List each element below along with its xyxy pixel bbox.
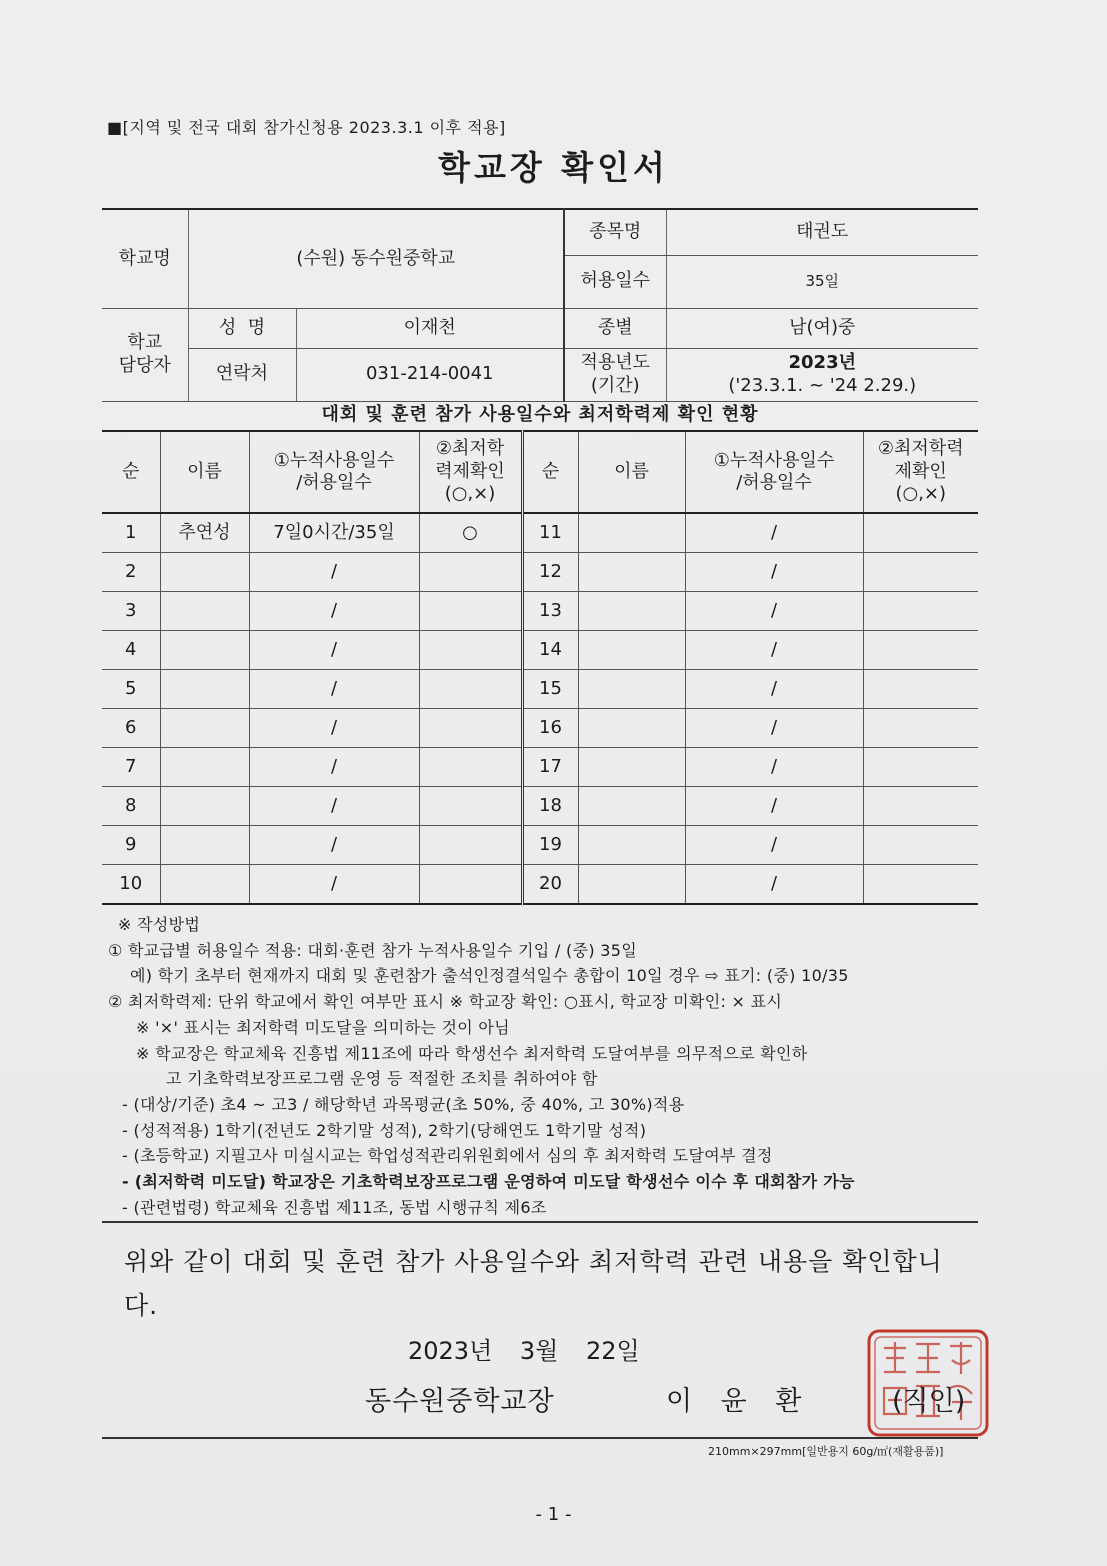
row-number: 12 <box>522 553 578 592</box>
used-days: / <box>685 865 863 905</box>
used-days: / <box>249 553 419 592</box>
used-days: / <box>249 787 419 826</box>
student-name <box>578 748 685 787</box>
academic-check <box>863 865 978 905</box>
manager-name-value: 이재천 <box>296 308 564 348</box>
instruction-line: - (초등학교) 지필고사 미실시교는 학업성적관리위원회에서 심의 후 최저학력 도달여부 결정 <box>122 1146 773 1166</box>
row-number: 1 <box>102 513 160 553</box>
status-table <box>102 430 978 905</box>
info-table <box>102 208 978 402</box>
table-row <box>102 748 978 787</box>
student-name: 추연성 <box>160 513 249 553</box>
header-check-left: ②최저학 력제확인 (○,×) <box>419 431 522 513</box>
document-title: 학교장 확인서 <box>438 148 669 187</box>
instruction-line: - (최저학력 미도달) 학교장은 기초학력보장프로그램 운영하여 미도달 학생선수 이수 후 대회참가 가능 <box>122 1172 855 1192</box>
page-number: - 1 - <box>535 1504 572 1525</box>
student-name <box>160 709 249 748</box>
row-number: 2 <box>102 553 160 592</box>
student-name <box>160 631 249 670</box>
instruction-line: - (대상/기준) 초4 ~ 고3 / 해당학년 과목평균(초 50%, 중 40%, 고 30%)적용 <box>122 1094 685 1114</box>
academic-check <box>863 670 978 709</box>
instruction-line: 고 기초학력보장프로그램 운영 등 적절한 조치를 취하여야 함 <box>166 1069 598 1089</box>
footer-divider <box>102 1437 978 1439</box>
row-number: 17 <box>522 748 578 787</box>
academic-check <box>419 709 522 748</box>
instruction-line: ※ 학교장은 학교체육 진흥법 제11조에 따라 학생선수 최저학력 도달여부를 의무적으로 확인하 <box>136 1043 808 1063</box>
section-title: 대회 및 훈련 참가 사용일수와 최저학력제 확인 현황 <box>321 404 759 425</box>
student-name <box>578 865 685 905</box>
student-name <box>578 631 685 670</box>
confirmation-date: 2023년 3월 22일 <box>408 1337 640 1365</box>
academic-check <box>863 553 978 592</box>
row-number: 7 <box>102 748 160 787</box>
sport-label: 종목명 <box>564 209 666 255</box>
used-days: / <box>685 787 863 826</box>
table-row <box>102 592 978 631</box>
student-name <box>578 553 685 592</box>
academic-check <box>419 787 522 826</box>
school-name-value: (수원) 동수원중학교 <box>188 209 564 308</box>
instruction-line: ② 최저학력제: 단위 학교에서 확인 여부만 표시 ※ 학교장 확인: ○표시, 학교장 미확인: × 표시 <box>108 992 783 1012</box>
applied-year-value: 2023년 <box>788 352 856 373</box>
student-name <box>160 787 249 826</box>
allowed-days-value: 35일 <box>666 255 978 308</box>
instruction-line: - (성적적용) 1학기(전년도 2학기말 성적), 2학기(당해연도 1학기말 성적) <box>122 1120 647 1140</box>
table-row <box>102 826 978 865</box>
contact-label: 연락처 <box>188 348 296 401</box>
table-row <box>102 631 978 670</box>
used-days: / <box>685 826 863 865</box>
academic-check <box>419 670 522 709</box>
student-name <box>160 670 249 709</box>
academic-check <box>863 631 978 670</box>
contact-value: 031-214-0041 <box>296 348 564 401</box>
used-days: / <box>249 670 419 709</box>
header-name-left: 이름 <box>160 431 249 513</box>
academic-check: ○ <box>419 513 522 553</box>
academic-check <box>419 826 522 865</box>
table-row <box>102 513 978 553</box>
used-days: / <box>685 592 863 631</box>
header-no-right: 순 <box>522 431 578 513</box>
sport-value: 태권도 <box>666 209 978 255</box>
principal-title: 동수원중학교장 <box>365 1386 555 1417</box>
academic-check <box>419 748 522 787</box>
academic-check <box>419 553 522 592</box>
row-number: 8 <box>102 787 160 826</box>
table-row <box>102 670 978 709</box>
student-name <box>578 513 685 553</box>
gender-label: 종별 <box>564 308 666 348</box>
row-number: 16 <box>522 709 578 748</box>
row-number: 6 <box>102 709 160 748</box>
row-number: 9 <box>102 826 160 865</box>
applied-period: ('23.3.1. ~ '24 2.29.) <box>728 374 917 396</box>
row-number: 4 <box>102 631 160 670</box>
school-manager-label: 학교 담당자 <box>102 308 188 401</box>
header-name-right: 이름 <box>578 431 685 513</box>
student-name <box>578 826 685 865</box>
row-number: 18 <box>522 787 578 826</box>
student-name <box>578 592 685 631</box>
academic-check <box>863 748 978 787</box>
row-number: 13 <box>522 592 578 631</box>
instruction-line: ※ '×' 표시는 최저학력 미도달을 의미하는 것이 아님 <box>136 1017 510 1037</box>
student-name <box>160 748 249 787</box>
row-number: 5 <box>102 670 160 709</box>
academic-check <box>863 592 978 631</box>
instructions <box>108 912 988 1220</box>
manager-name-label: 성 명 <box>188 308 296 348</box>
academic-check <box>863 787 978 826</box>
used-days: / <box>685 709 863 748</box>
used-days: / <box>685 553 863 592</box>
row-number: 19 <box>522 826 578 865</box>
principal-name: 이 윤 환 <box>666 1386 812 1417</box>
student-name <box>160 553 249 592</box>
used-days: / <box>249 748 419 787</box>
applied-year-cell <box>666 348 978 401</box>
row-number: 11 <box>522 513 578 553</box>
school-name-label: 학교명 <box>102 209 188 308</box>
allowed-days-label: 허용일수 <box>564 255 666 308</box>
instruction-line: ① 학교급별 허용일수 적용: 대회·훈련 참가 누적사용일수 기입 / (중) 35일 <box>108 940 637 960</box>
used-days: / <box>249 826 419 865</box>
student-name <box>160 826 249 865</box>
academic-check <box>863 513 978 553</box>
used-days: / <box>685 631 863 670</box>
used-days: / <box>249 631 419 670</box>
used-days: / <box>249 592 419 631</box>
header-days-left: ①누적사용일수 /허용일수 <box>249 431 419 513</box>
used-days: / <box>249 865 419 905</box>
instructions-heading: ※ 작성방법 <box>118 915 201 934</box>
used-days: / <box>249 709 419 748</box>
divider-line <box>102 1221 978 1223</box>
instruction-line: 예) 학기 초부터 현재까지 대회 및 훈련참가 출석인정결석일수 총합이 10일 경우 ⇨ 표기: (중) 10/35 <box>130 966 849 986</box>
row-number: 20 <box>522 865 578 905</box>
academic-check <box>419 592 522 631</box>
academic-check <box>419 631 522 670</box>
form-category: ■[지역 및 전국 대회 참가신청용 2023.3.1 이후 적용] <box>107 118 506 137</box>
row-number: 14 <box>522 631 578 670</box>
academic-check <box>863 709 978 748</box>
row-number: 15 <box>522 670 578 709</box>
table-row <box>102 787 978 826</box>
applied-year-label: 적용년도 (기간) <box>564 348 666 401</box>
table-row <box>102 865 978 905</box>
confirmation-text: 위와 같이 대회 및 훈련 참가 사용일수와 최저학력 관련 내용을 확인합니다. <box>124 1247 943 1320</box>
used-days: 7일0시간/35일 <box>249 513 419 553</box>
student-name <box>578 787 685 826</box>
table-row <box>102 709 978 748</box>
table-row <box>102 553 978 592</box>
student-name <box>160 592 249 631</box>
row-number: 3 <box>102 592 160 631</box>
header-no-left: 순 <box>102 431 160 513</box>
paper-spec: 210mm×297mm[일반용지 60g/㎡(재활용품)] <box>708 1445 944 1458</box>
student-name <box>578 709 685 748</box>
used-days: / <box>685 670 863 709</box>
header-check-right: ②최저학력 제확인 (○,×) <box>863 431 978 513</box>
academic-check <box>419 865 522 905</box>
seal-label: (직인) <box>892 1386 966 1417</box>
academic-check <box>863 826 978 865</box>
student-name <box>160 865 249 905</box>
used-days: / <box>685 513 863 553</box>
instruction-line: - (관련법령) 학교체육 진흥법 제11조, 동법 시행규칙 제6조 <box>122 1197 547 1217</box>
row-number: 10 <box>102 865 160 905</box>
used-days: / <box>685 748 863 787</box>
header-days-right: ①누적사용일수 /허용일수 <box>685 431 863 513</box>
gender-value: 남(여)중 <box>666 308 978 348</box>
student-name <box>578 670 685 709</box>
